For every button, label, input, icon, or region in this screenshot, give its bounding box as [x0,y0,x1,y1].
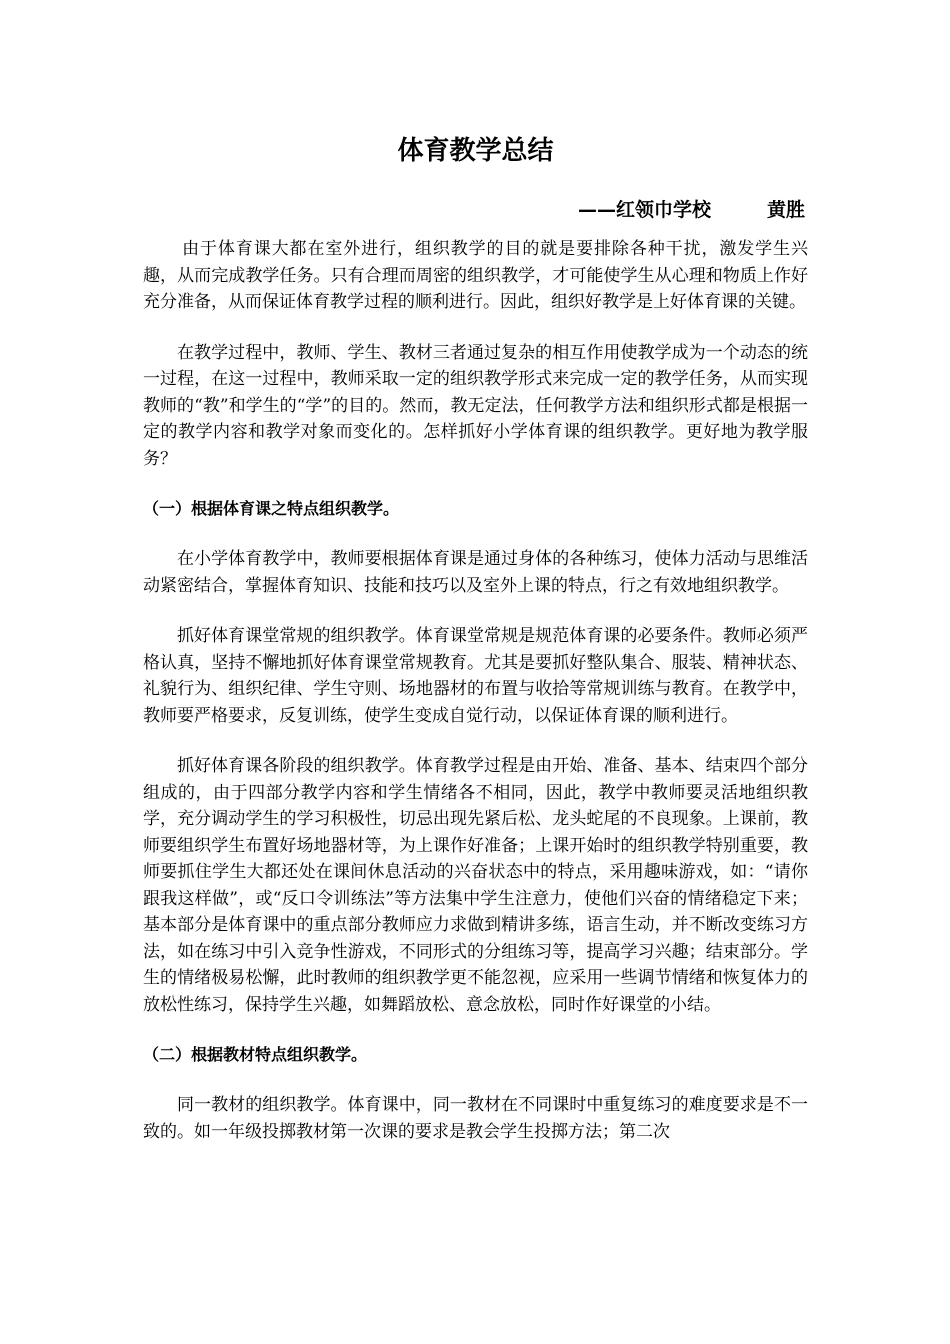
byline [578,196,805,224]
byline-school: ——红领巾学校 [577,199,711,221]
paragraph: 在教学过程中，教师、学生、教材三者通过复杂的相互作用使教学成为一个动态的统一过程，在这一过程中，教师采取一定的组织教学形式来完成一定的教学任务，从而实现教师的“教”和学生的“学”的目的。然而，教无定法，任何教学方法和组织形式都是根据一定的教学内容和教学对象而变化的。怎样抓好小学体育课的组织教学。更好地为教学服务？ [143,342,808,469]
paragraph: 抓好体育课堂常规的组织教学。体育课堂常规是规范体育课的必要条件。教师必须严格认真，坚持不懈地抓好体育课堂常规教育。尤其是要抓好整队集合、服装、精神状态、礼貌行为、组织纪律、学生守则、场地器材的布置与收拾等常规训练与教育。在教学中，教师要严格要求，反复训练，使学生变成自觉行动，以保证体育课的顺利进行。 [143,626,808,726]
paragraph: 同一教材的组织教学。体育课中，同一教材在不同课时中重复练习的难度要求是不一致的。如一年级投掷教材第一次课的要求是教会学生投掷方法；第二次 [143,1095,808,1142]
section-heading: （一）根据体育课之特点组织教学。 [143,499,400,518]
paragraph: 在小学体育教学中，教师要根据体育课是通过身体的各种练习，使体力活动与思维活动紧密结合，掌握体育知识、技能和技巧以及室外上课的特点，行之有效地组织教学。 [143,549,808,596]
section-heading: （二）根据教材特点组织教学。 [143,1045,368,1064]
paragraph: 抓好体育课各阶段的组织教学。体育教学过程是由开始、准备、基本、结束四个部分组成的，由于四部分教学内容和学生情绪各不相同，因此，教学中教师要灵活地组织教学，充分调动学生的学习积极性，切忌出现先紧后松、龙头蛇尾的不良现象。上课前，教师要组织学生布置好场地器材等，为上课作好准备；上课开始时的组织教学特别重要，教师要抓住学生大都还处在课间休息活动的兴奋状态中的特点，采用趣味游戏，如：“请你跟我这样做”，或“反口令训练法”等方法集中学生注意力，使他们兴奋的情绪稳定下来；基本部分是体育课中的重点部分教师应力求做到精讲多练，语言生动，并不断改变练习方法，如在练习中引入竞争性游戏，不同形式的分组练习等，提高学习兴趣；结束部分。学生的情绪极易松懈，此时教师的组织教学更不能忽视，应采用一些调节情绪和恢复体力的放松性练习，保持学生兴趣，如舞蹈放松、意念放松，同时作好课堂的小结。 [143,756,808,1015]
byline-author: 黄胜 [766,199,805,221]
paragraph: 由于体育课大都在室外进行，组织教学的目的就是要排除各种干扰，激发学生兴趣，从而完成教学任务。只有合理而周密的组织教学，才可能使学生从心理和物质上作好充分准备，从而保证体育教学过程的顺利进行。因此，组织好教学是上好体育课的关键。 [143,239,808,312]
document-body [143,236,808,1169]
document-title: 体育教学总结 [397,136,554,166]
